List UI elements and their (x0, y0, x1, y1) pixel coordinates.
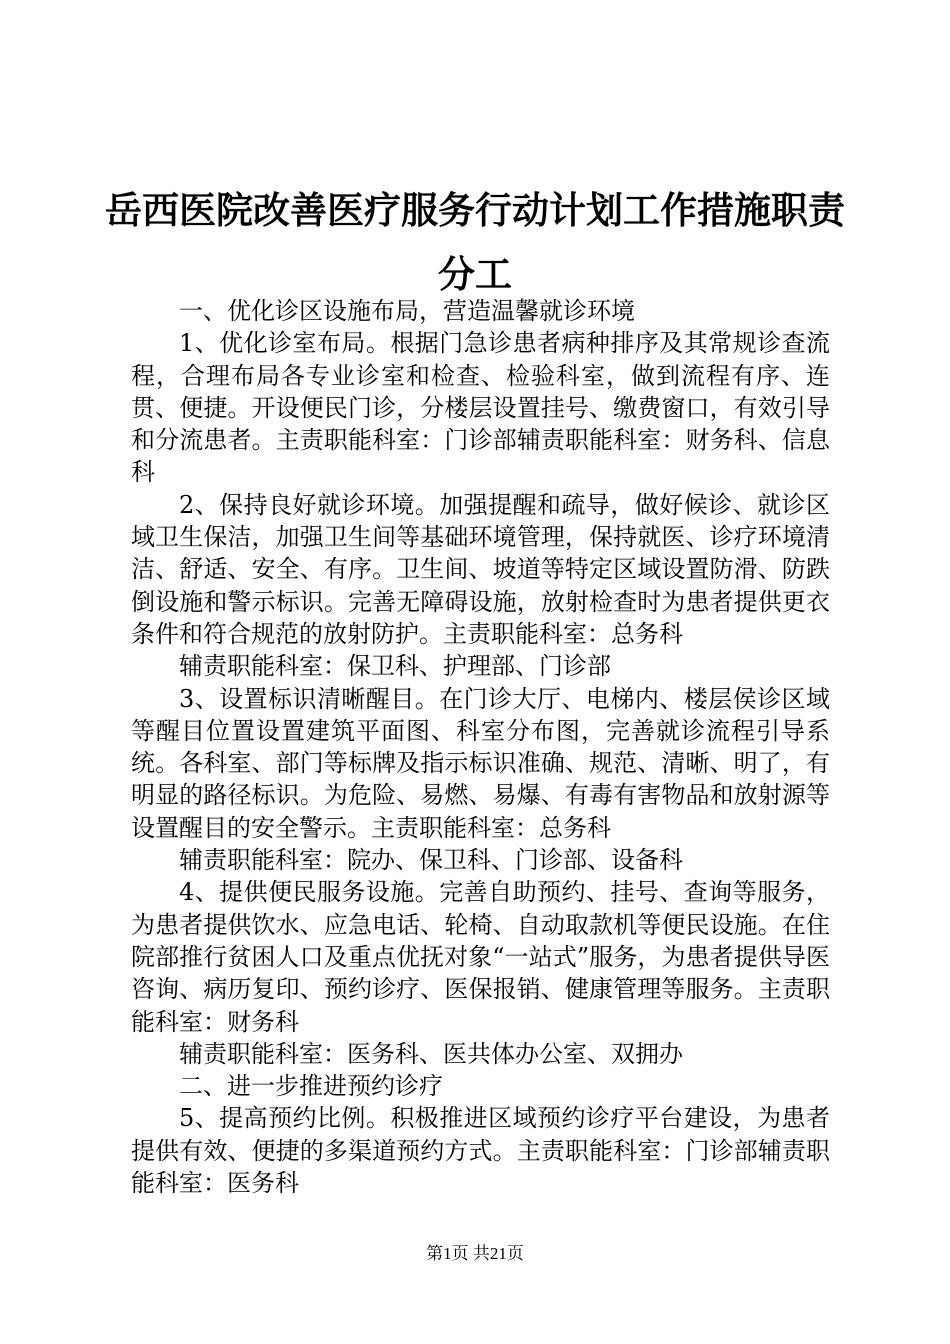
document-body (131, 295, 830, 1199)
paragraph: 辅责职能科室：医务科、医共体办公室、双拥办 (179, 1039, 683, 1068)
section-heading: 二、进一步推进预约诊疗 (179, 1072, 443, 1101)
paragraph: 1、优化诊室布局。根据门急诊患者病种排序及其常规诊查流程，合理布局各专业诊室和检查、检验科室，做到流程有序、连贯、便捷。开设便民门诊，分楼层设置挂号、缴费窗口，有效引导和分流患者。主责职能科室：门诊部辅责职能科室：财务科、信息科 (131, 329, 830, 487)
paragraph: 2、保持良好就诊环境。加强提醒和疏导，做好候诊、就诊区域卫生保洁，加强卫生间等基础环境管理，保持就医、诊疗环境清洁、舒适、安全、有序。卫生间、坡道等特定区域设置防滑、防跌倒设施和警示标识。完善无障碍设施，放射检查时为患者提供更衣条件和符合规范的放射防护。主责职能科室：总务科 (131, 490, 830, 648)
paragraph: 辅责职能科室：保卫科、护理部、门诊部 (179, 652, 611, 681)
document-title: 岳西医院改善医疗服务行动计划工作措施职责分工 (105, 188, 845, 296)
paragraph: 5、提高预约比例。积极推进区域预约诊疗平台建设，为患者提供有效、便捷的多渠道预约方式。主责职能科室：门诊部辅责职能科室：医务科 (131, 1104, 830, 1198)
paragraph: 3、设置标识清晰醒目。在门诊大厅、电梯内、楼层侯诊区域等醒目位置设置建筑平面图、科室分布图，完善就诊流程引导系统。各科室、部门等标牌及指示标识准确、规范、清晰、明了，有明显的路径标识。为危险、易燃、易爆、有毒有害物品和放射源等设置醒目的安全警示。主责职能科室：总务科 (131, 684, 830, 842)
page-footer: 第1页 共21页 (426, 1244, 524, 1263)
section-heading: 一、优化诊区设施布局，营造温馨就诊环境 (179, 297, 635, 325)
paragraph: 辅责职能科室：院办、保卫科、门诊部、设备科 (179, 846, 683, 875)
paragraph: 4、提供便民服务设施。完善自助预约、挂号、查询等服务，为患者提供饮水、应急电话、轮椅、自动取款机等便民设施。在住院部推行贫困人口及重点优抚对象“一站式”服务，为患者提供导医咨询、病历复印、预约诊疗、医保报销、健康管理等服务。主责职能科室：财务科 (131, 878, 830, 1036)
